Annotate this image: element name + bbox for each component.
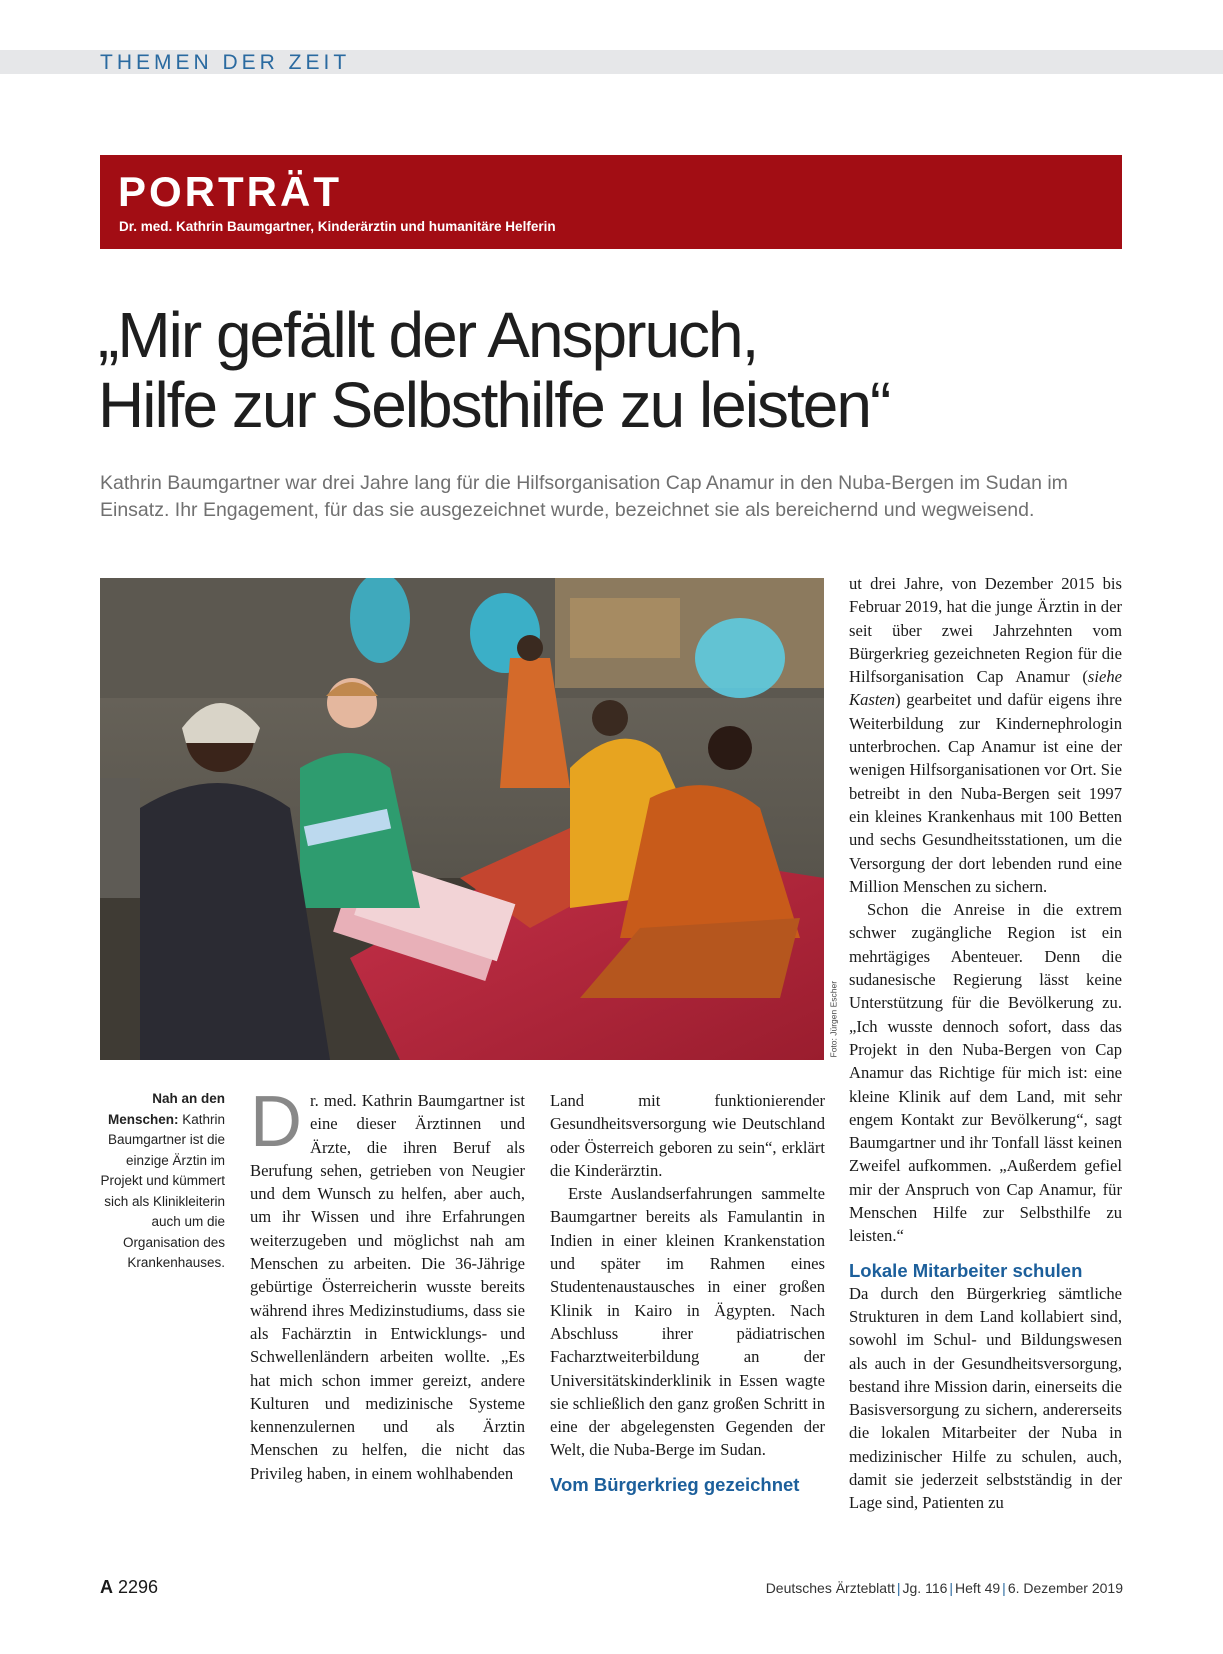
paragraph-2: Erste Auslandserfahrungen sammelte Baumgartner bereits als Famulantin in Indien in einer kleinen Krankenstation und später im Rahmen eines Studentenaustausches in einer großen Klinik in Kairo in Ägypten. Nach Abschluss ihrer pädiatrischen Facharztweiterbildung an der Universitätskinderklinik in Essen wagte sie schließlich den ganz großen Schritt in eine der abgelegensten Gegenden der Welt, die Nuba-Berge im Sudan. — [550, 1184, 825, 1460]
caption-text: Kathrin Baumgartner ist die einzige Ärztin im Projekt und kümmert sich als Klinikleiterin auch um die Organisation des Krankenhauses. — [100, 1111, 225, 1270]
kicker-subtitle: Dr. med. Kathrin Baumgartner, Kinderärztin und humanitäre Helferin — [119, 219, 556, 234]
paragraph-1 — [250, 1082, 525, 1485]
lead-paragraph: Kathrin Baumgartner war drei Jahre lang für die Hilfsorganisation Cap Anamur in den Nuba-Bergen im Sudan im Einsatz. Ihr Engagement, für das sie ausgezeichnet wurde, bezeichnet sie als bereichernd und wegweisend. — [100, 472, 1068, 521]
subhead-buergerkrieg: Vom Bürgerkrieg gezeichnet — [550, 1473, 800, 1495]
paragraph-1-text: r. med. Kathrin Baumgartner ist eine dieser Ärztinnen und Ärzte, die ihren Beruf als Berufung sehen, getrieben von Neugier und dem Wunsch zu helfen, aber auch, um ihr Wissen und ihre Erfahrungen weiterzugeben und möglichst nah am Menschen zu arbeiten. Die 36-Jährige gebürtige Österreicherin wusste bereits während ihres Medizinstudiums, dass sie als Fachärztin in Entwicklungs- und Schwellenländern arbeiten wollte. „Es hat mich schon immer gereizt, andere Kulturen und medizinische Systeme kennenzulernen und als Ärztin Menschen zu helfen, die nicht das Privileg haben, in einem wohlhabenden — [250, 1091, 525, 1483]
headline-line-1: „Mir gefällt der Anspruch, — [98, 299, 758, 371]
page-number: A 2296 — [100, 1577, 159, 1597]
photo-credit: Foto: Jürgen Escher — [828, 980, 839, 1058]
journal-name: Deutsches Ärzteblatt — [765, 1580, 895, 1596]
photo-caption — [100, 1089, 225, 1274]
article-column-1 — [250, 1082, 525, 1485]
drop-cap: D — [250, 1082, 302, 1162]
section-label: THEMEN DER ZEIT — [100, 51, 351, 74]
article-photo — [100, 578, 824, 1060]
kicker-banner — [100, 155, 1122, 249]
subhead-mitarbeiter: Lokale Mitarbeiter schulen — [849, 1259, 1083, 1281]
article-column-2 — [550, 1089, 825, 1496]
paragraph-5: Da durch den Bürgerkrieg sämtliche Strukturen in dem Land kollabiert sind, sowohl im Schul- und Bildungswesen als auch in der Gesundheitsversorgung, bestand ihre Mission darin, einerseits die Basisversorgung zu sichern, andererseits die lokalen Mitarbeiter der Nuba in medizinischer Hilfe zu schulen, auch, damit sie jederzeit selbstständig in der Lage sind, Patienten zu — [849, 1283, 1122, 1513]
headline-line-2: Hilfe zur Selbsthilfe zu leisten“ — [98, 369, 890, 441]
paragraph-3-continued: ut drei Jahre, von Dezember 2015 bis Februar 2019, hat die junge Ärztin in der seit über zwei Jahrzehnten vom Bürgerkrieg gezeichneten Region für die Hilfsorganisation Cap Anamur (siehe Kasten) gearbeitet und dafür eigens ihre Weiterbildung zur Kindernephrologin unterbrochen. Cap Anamur ist eine der wenigen Hilfsorganisationen vor Ort. Sie betreibt in den Nuba-Bergen seit 1997 ein kleines Krankenhaus mit 100 Betten und sechs Gesundheitsstationen, um die Versorgung der dort lebenden rund eine Million Menschen zu sichern. — [849, 574, 1122, 896]
headline — [98, 300, 1098, 440]
journal-footer: Deutsches Ärzteblatt | Jg. 116 | Heft 49 | 6. Dezember 2019 — [765, 1580, 1123, 1596]
journal-date: 6. Dezember 2019 — [1007, 1580, 1123, 1596]
paragraph-1-continued: Land mit funktionierender Gesundheitsversorgung wie Deutschland oder Österreich geboren zu sein“, erklärt die Kinderärztin. — [550, 1091, 825, 1180]
journal-volume: Jg. 116 — [902, 1580, 948, 1596]
paragraph-4: Schon die Anreise in die extrem schwer zugängliche Region ist ein mehrtägiges Abenteuer. Denn die sudanesische Regierung lässt keine Unterstützung für die Bevölkerung zu. „Ich wusste dennoch sofort, dass das Projekt in den Nuba-Bergen von Cap Anamur das Richtige für mich ist: eine kleine Klinik auf dem Land, mit sehr engem Kontakt zur Bevölkerung“, sagt Baumgartner und ihr Tonfall lässt keinen Zweifel aufkommen. „Außerdem gefiel mir der Anspruch von Cap Anamur, für Menschen Hilfe zur Selbsthilfe zu leisten.“ — [849, 900, 1122, 1246]
kicker-label: PORTRÄT — [118, 168, 342, 215]
journal-issue: Heft 49 — [955, 1580, 1001, 1596]
article-column-3 — [849, 572, 1122, 1515]
caption-lead: Nah an den Menschen: — [107, 1091, 225, 1127]
photo-illustration — [100, 578, 824, 1060]
